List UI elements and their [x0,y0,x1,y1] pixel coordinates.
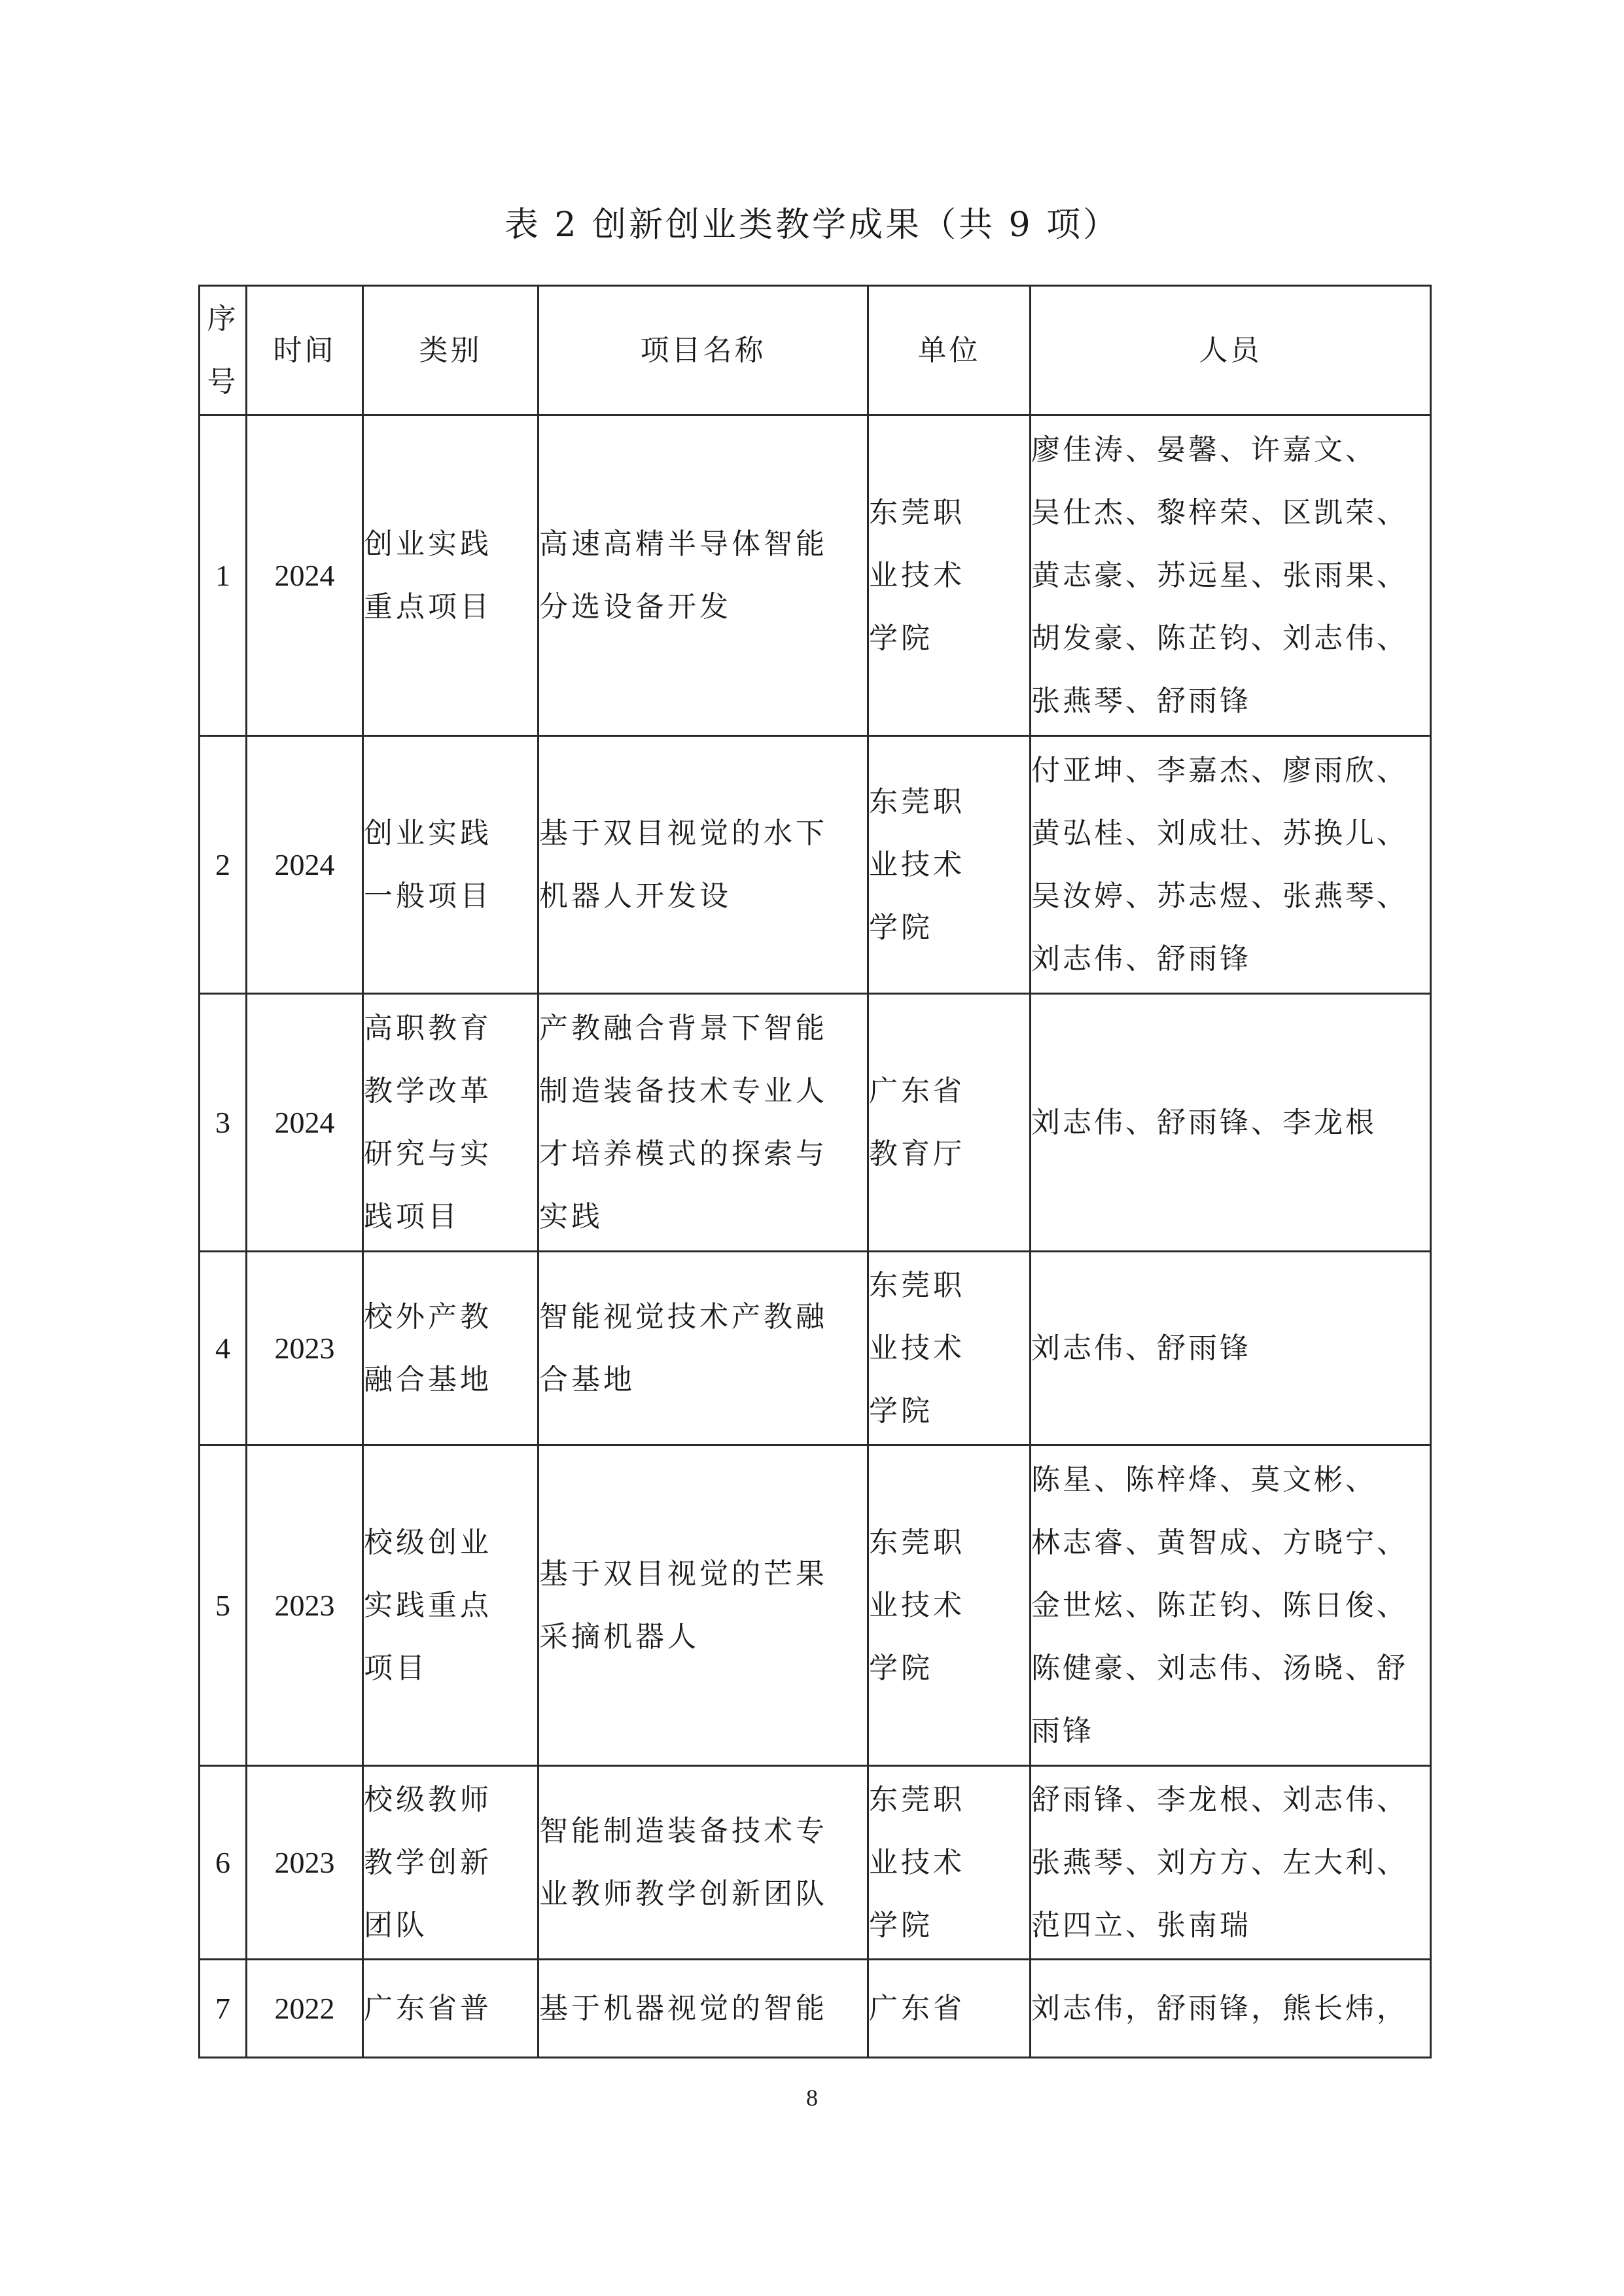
innovation-results-table [198,285,1432,2058]
table-row [200,1445,1431,1766]
row-seq: 2 [200,736,247,994]
table-row [200,736,1431,994]
row-people: 刘志伟、舒雨锋、李龙根 [1031,994,1431,1252]
header-seq: 序 号 [200,286,247,415]
row-category: 创业实践 重点项目 [363,415,538,736]
row-unit: 东莞职 业技术 学院 [868,1252,1031,1445]
table-title: 表 2 创新创业类教学成果（共 9 项） [504,205,1120,245]
row-project-name: 智能制造装备技术专 业教师教学创新团队 [538,1766,868,1960]
header-category: 类别 [363,286,538,415]
row-project-name: 产教融合背景下智能 制造装备技术专业人 才培养模式的探索与 实践 [538,994,868,1252]
row-project-name: 基于双目视觉的水下 机器人开发设 [538,736,868,994]
row-seq: 6 [200,1766,247,1960]
row-unit: 广东省 教育厅 [868,994,1031,1252]
row-people: 舒雨锋、李龙根、刘志伟、 张燕琴、刘方方、左大利、 范四立、张南瑞 [1031,1766,1431,1960]
table-row [200,1252,1431,1445]
row-time: 2024 [247,415,363,736]
header-project-name: 项目名称 [538,286,868,415]
row-project-name: 基于双目视觉的芒果 采摘机器人 [538,1445,868,1766]
row-category: 校级教师 教学创新 团队 [363,1766,538,1960]
row-seq: 4 [200,1252,247,1445]
row-time: 2022 [247,1960,363,2058]
row-time: 2024 [247,994,363,1252]
row-unit: 东莞职 业技术 学院 [868,736,1031,994]
page-number: 8 [806,2085,818,2111]
row-project-name: 基于机器视觉的智能 [538,1960,868,2058]
table-row [200,1766,1431,1960]
row-people: 廖佳涛、晏馨、许嘉文、 吴仕杰、黎梓荣、区凯荣、 黄志豪、苏远星、张雨果、 胡发豪、陈芷钧、刘志伟、 张燕琴、舒雨锋 [1031,415,1431,736]
row-time: 2023 [247,1445,363,1766]
table-header-row [200,286,1431,415]
row-unit: 东莞职 业技术 学院 [868,1766,1031,1960]
row-people: 刘志伟，舒雨锋，熊长炜， [1031,1960,1431,2058]
row-unit: 东莞职 业技术 学院 [868,415,1031,736]
row-seq: 5 [200,1445,247,1766]
row-time: 2024 [247,736,363,994]
row-people: 付亚坤、李嘉杰、廖雨欣、 黄弘桂、刘成壮、苏换儿、 吴汝婷、苏志煜、张燕琴、 刘志伟、舒雨锋 [1031,736,1431,994]
row-category: 校外产教 融合基地 [363,1252,538,1445]
row-unit: 东莞职 业技术 学院 [868,1445,1031,1766]
row-unit: 广东省 [868,1960,1031,2058]
row-category: 广东省普 [363,1960,538,2058]
row-project-name: 智能视觉技术产教融 合基地 [538,1252,868,1445]
header-time: 时间 [247,286,363,415]
row-people: 陈星、陈梓烽、莫文彬、 林志睿、黄智成、方晓宁、 金世炫、陈芷钧、陈日俊、 陈健豪、刘志伟、汤晓、舒 雨锋 [1031,1445,1431,1766]
row-category: 高职教育 教学改革 研究与实 践项目 [363,994,538,1252]
row-project-name: 高速高精半导体智能 分选设备开发 [538,415,868,736]
row-seq: 7 [200,1960,247,2058]
row-category: 校级创业 实践重点 项目 [363,1445,538,1766]
row-seq: 1 [200,415,247,736]
row-time: 2023 [247,1766,363,1960]
row-category: 创业实践 一般项目 [363,736,538,994]
table-row [200,994,1431,1252]
row-people: 刘志伟、舒雨锋 [1031,1252,1431,1445]
header-people: 人员 [1031,286,1431,415]
table-row [200,415,1431,736]
header-unit: 单位 [868,286,1031,415]
table-row [200,1960,1431,2058]
row-seq: 3 [200,994,247,1252]
row-time: 2023 [247,1252,363,1445]
